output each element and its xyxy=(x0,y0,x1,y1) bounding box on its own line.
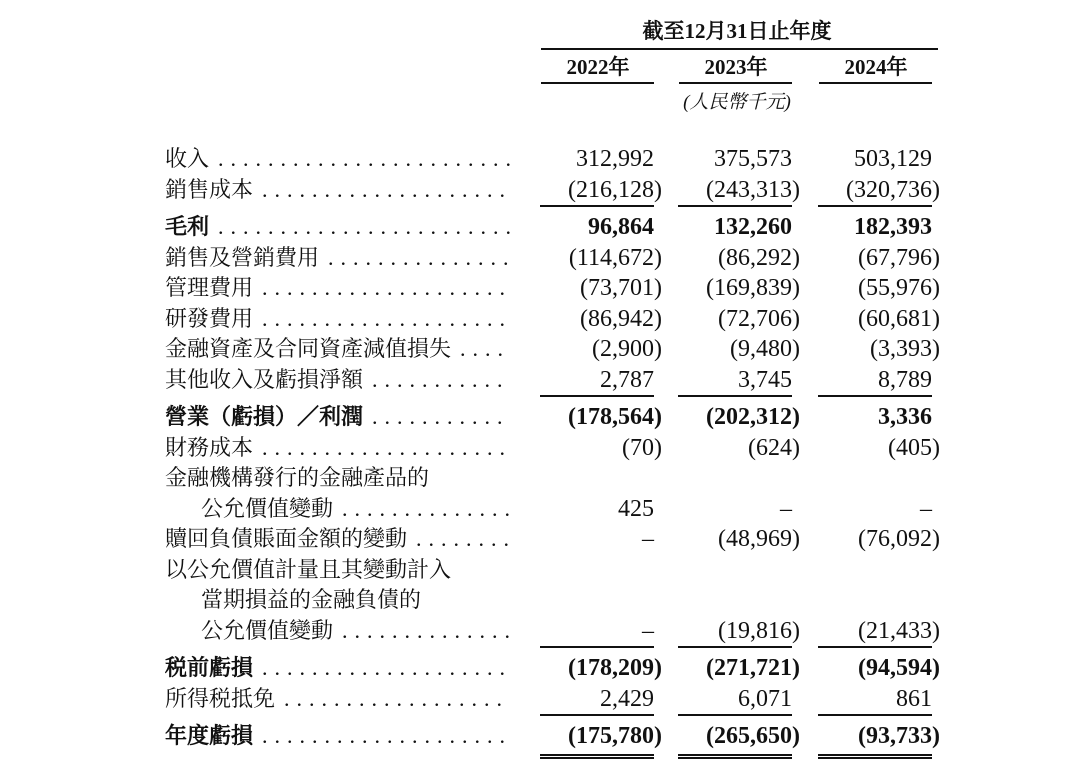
row-label-wrap xyxy=(165,522,512,553)
row-label-wrap xyxy=(165,431,512,462)
table-row xyxy=(165,173,940,204)
value-cell-2022: (178,209) xyxy=(568,655,662,681)
value-cell-2023: – xyxy=(780,495,792,522)
table-row xyxy=(165,332,940,363)
row-label-wrap xyxy=(165,492,512,523)
year-column-header-2024: 2024年 xyxy=(812,50,940,84)
dot-leader xyxy=(460,336,510,362)
value-cell-2022: (86,942) xyxy=(580,305,662,332)
row-label: 公允價值變動 xyxy=(201,617,334,643)
value-cell-2022: (70) xyxy=(622,434,662,461)
value-cell-2022: (114,672) xyxy=(568,244,662,271)
table-row xyxy=(165,241,940,272)
value-cell-2024: (76,092) xyxy=(858,526,940,552)
row-label: 公允價值變動 xyxy=(201,495,334,521)
table-row xyxy=(165,210,940,241)
value-cell-2024: (94,594) xyxy=(858,655,940,681)
value-cell-2023: (271,721) xyxy=(706,655,800,681)
value-cell-2022: 312,992 xyxy=(576,146,654,172)
value-cell-2024: 861 xyxy=(812,686,940,713)
table-row xyxy=(165,431,940,462)
row-label: 年度虧損 xyxy=(165,723,254,748)
value-cell-2023: (86,292) xyxy=(718,244,800,271)
table-row xyxy=(165,400,940,431)
value-cell-2023: 3,745 xyxy=(672,367,800,394)
row-label-wrap xyxy=(165,719,512,750)
row-label-wrap xyxy=(165,363,512,394)
row-label: 贖回負債賬面金額的變動 xyxy=(165,526,408,551)
value-cell-2024: (21,433) xyxy=(812,618,940,645)
table-row xyxy=(165,522,940,553)
value-cell-2022: (175,780) xyxy=(534,723,662,750)
row-label-wrap xyxy=(165,271,512,302)
dot-leader xyxy=(372,404,510,430)
row-label: 金融機構發行的金融產品的 xyxy=(165,465,430,490)
period-header: 截至12月31日止年度 xyxy=(642,19,832,43)
value-cell-2023: 375,573 xyxy=(714,146,792,172)
row-label: 營業（虧損）／利潤 xyxy=(165,404,364,429)
value-cell-2024: 503,129 xyxy=(854,146,932,172)
table-row xyxy=(165,682,940,713)
row-label: 銷售及營銷費用 xyxy=(165,244,320,270)
value-cell-2022: – xyxy=(534,618,662,645)
value-cell-2023: (72,706) xyxy=(718,305,800,332)
row-label-wrap xyxy=(165,241,512,272)
dot-leader xyxy=(416,526,510,552)
value-cell-2024: (67,796) xyxy=(858,244,940,271)
dot-leader xyxy=(262,435,510,461)
row-label-wrap xyxy=(165,583,512,614)
currency-unit-note: (人民幣千元) xyxy=(683,92,791,113)
row-label-wrap xyxy=(165,332,512,363)
value-cell-2022: (73,701) xyxy=(580,275,662,301)
table-row xyxy=(165,492,940,523)
year-column-header-2022: 2022年 xyxy=(534,50,662,84)
table-row xyxy=(165,142,940,173)
value-cell-2022: – xyxy=(642,526,654,552)
value-cell-2022: 2,787 xyxy=(534,367,662,394)
row-label: 收入 xyxy=(165,146,210,171)
row-label-wrap xyxy=(165,553,512,584)
table-header xyxy=(534,18,940,116)
table-row xyxy=(165,363,940,394)
value-cell-2024: (320,736) xyxy=(812,177,940,204)
value-cell-2024: 3,336 xyxy=(878,404,932,430)
row-label: 所得税抵免 xyxy=(165,685,276,711)
value-cell-2023: (265,650) xyxy=(672,723,800,750)
row-label-wrap xyxy=(165,173,512,204)
dot-leader xyxy=(342,496,510,522)
value-cell-2022: (178,564) xyxy=(568,404,662,430)
value-cell-2023: (624) xyxy=(748,434,800,461)
value-cell-2024: (93,733) xyxy=(812,723,940,750)
dot-leader xyxy=(218,214,510,240)
row-label: 銷售成本 xyxy=(165,176,254,202)
dot-leader xyxy=(342,618,510,644)
row-label: 財務成本 xyxy=(165,434,254,460)
value-cell-2023: (19,816) xyxy=(672,618,800,645)
value-cell-2023: (243,313) xyxy=(672,177,800,204)
row-label: 毛利 xyxy=(165,214,210,239)
dot-leader xyxy=(372,367,510,393)
table-row xyxy=(165,461,940,492)
dot-leader xyxy=(218,146,510,172)
row-label-wrap xyxy=(165,461,512,492)
row-label: 金融資產及合同資產減值損失 xyxy=(165,336,452,361)
row-label: 管理費用 xyxy=(165,275,254,300)
income-statement-table xyxy=(165,18,940,760)
table-row xyxy=(165,271,940,302)
value-cell-2022: (216,128) xyxy=(534,177,662,204)
dot-leader xyxy=(262,177,510,203)
row-label-wrap xyxy=(165,614,512,645)
dot-leader xyxy=(262,723,510,749)
value-cell-2024: – xyxy=(920,495,932,522)
dot-leader xyxy=(262,655,510,681)
value-cell-2023: (202,312) xyxy=(706,404,800,430)
row-label: 其他收入及虧損淨額 xyxy=(165,366,364,392)
row-label-wrap xyxy=(165,302,512,333)
table-row xyxy=(165,583,940,614)
year-column-header-2023: 2023年 xyxy=(672,50,800,84)
year-columns-row xyxy=(534,50,940,86)
row-label: 研發費用 xyxy=(165,305,254,331)
row-label: 以公允價值計量且其變動計入 xyxy=(165,556,452,582)
dot-leader xyxy=(328,245,510,271)
value-cell-2024: (3,393) xyxy=(870,336,940,362)
table-row xyxy=(165,614,940,645)
value-cell-2023: (9,480) xyxy=(730,336,800,362)
table-row xyxy=(165,302,940,333)
table-row xyxy=(165,553,940,584)
row-label-wrap xyxy=(165,682,512,713)
value-cell-2022: (2,900) xyxy=(592,336,662,362)
value-cell-2024: (405) xyxy=(888,434,940,461)
value-cell-2023: (169,839) xyxy=(706,275,800,301)
table-body xyxy=(165,142,940,750)
table-row xyxy=(165,719,940,750)
value-cell-2022: 2,429 xyxy=(534,686,662,713)
row-label-wrap xyxy=(165,142,512,173)
value-cell-2024: (55,976) xyxy=(858,275,940,301)
value-cell-2022: 96,864 xyxy=(588,214,654,240)
row-label-wrap xyxy=(165,210,512,241)
table-row xyxy=(165,651,940,682)
value-cell-2024: 8,789 xyxy=(812,367,940,394)
dot-leader xyxy=(284,686,510,712)
row-label: 税前虧損 xyxy=(165,655,254,680)
value-cell-2024: 182,393 xyxy=(854,214,932,240)
value-cell-2023: 6,071 xyxy=(672,686,800,713)
value-cell-2023: 132,260 xyxy=(714,214,792,240)
dot-leader xyxy=(262,306,510,332)
value-cell-2024: (60,681) xyxy=(858,305,940,332)
value-cell-2023: (48,969) xyxy=(718,526,800,552)
row-label-wrap xyxy=(165,400,512,431)
row-label-wrap xyxy=(165,651,512,682)
dot-leader xyxy=(262,275,510,301)
value-cell-2022: 425 xyxy=(618,495,654,522)
row-label: 當期損益的金融負債的 xyxy=(201,587,422,612)
